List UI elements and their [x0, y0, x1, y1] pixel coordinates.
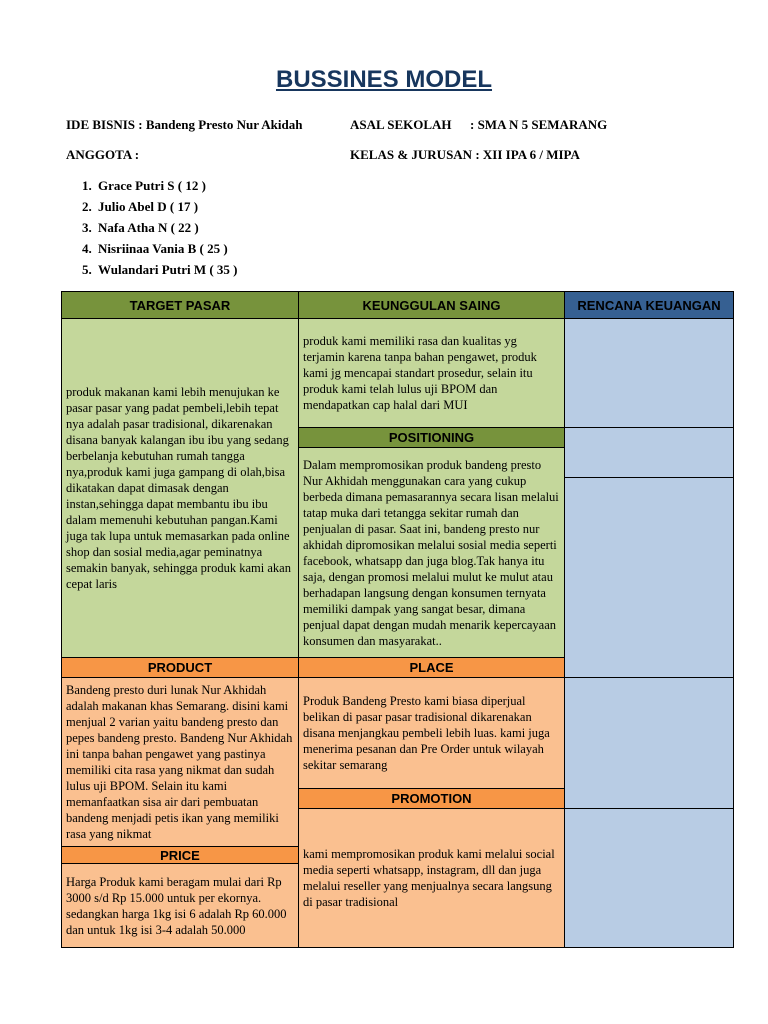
- member-name: Julio Abel D ( 17 ): [98, 199, 199, 214]
- rencana-keuangan-cell: [564, 477, 734, 678]
- rencana-keuangan-heading: RENCANA KEUANGAN: [564, 291, 734, 319]
- product-cell: [61, 677, 299, 847]
- rencana-keuangan-cell: [564, 677, 734, 809]
- place-text: Produk Bandeng Presto kami biasa diperjual belikan di pasar pasar tradisional dikarenakan disana menjangkau pembeli lebih luas. kami juga menerima pesanan dan Pre Order untuk wilayah sekitar semarang: [303, 694, 550, 772]
- promotion-cell: [298, 808, 565, 948]
- page-title: BUSSINES MODEL: [275, 66, 493, 93]
- kelas-jurusan: KELAS & JURUSAN : XII IPA 6 / MIPA: [350, 147, 580, 162]
- list-item: 3. Nafa Atha N ( 22 ): [82, 220, 199, 235]
- price-text: Harga Produk kami beragam mulai dari Rp 3000 s/d Rp 15.000 untuk per ekornya. sedangkan harga 1kg isi 6 adalah Rp 60.000 dan untuk 1kg isi 3-4 adalah 50.000: [66, 874, 287, 937]
- keunggulan-saing-heading: KEUNGGULAN SAING: [298, 291, 565, 319]
- rencana-keuangan-cell: [564, 427, 734, 478]
- anggota-label: ANGGOTA :: [66, 147, 140, 162]
- product-text: Bandeng presto duri lunak Nur Akhidah adalah makanan khas Semarang. disini kami menjual 2 varian yaitu bandeng presto dan pepes bandeng presto. Bandeng Nur Akhidah ini tanpa bahan pengawet yang pastinya memiliki cita rasa yang nikmat dan sudah lulus uji BPOM. Selain itu kami memanfaatkan sisa air dari pembuatan bandeng menjadi petis ikan yang memiliki rasa yang nikmat: [66, 683, 293, 841]
- positioning-text: Dalam mempromosikan produk bandeng presto Nur Akhidah menggunakan cara yang cukup berbeda dimana pemasarannya secara lisan melalui tatap muka dari tetangga sekitar rumah dan penjualan di pasar. Saat ini, bandeng presto nur akhidah dipromosikan melalui sosial media seperti facebook, whatsapp dan juga blog.Tak hanya itu saja, dengan promosi melalui mulut ke mulut atau berhadapan langsung dengan konsumen ternyata memiliki dampak yang sangat besar, dimana penjual dapat dengan mudah menarik kepercayaan konsumen dan masyarakat..: [303, 457, 559, 648]
- target-pasar-text: produk makanan kami lebih menujukan ke pasar pasar yang padat pembeli,lebih tepat nya adalah pasar tradisional, dikarenakan disana banyak kalangan ibu ibu yang sedang berbelanja kebutuhan rumah tangga nya,produk kami juga gampang di olah,bisa dikatakan dapat dimasak dengan instan,sehingga dapat membantu ibu ibu dalam memenuhi kebutuhan pangan.Kami juga tak lupa untuk memasarkan pada online shop dan sosial media,agar peminatnya semakin banyak, sehingga produk kami akan cepat laris: [66, 385, 291, 591]
- target-pasar-heading: TARGET PASAR: [61, 291, 299, 319]
- business-model-table: [61, 291, 734, 948]
- list-item: 2. Julio Abel D ( 17 ): [82, 199, 199, 214]
- positioning-heading: POSITIONING: [298, 427, 565, 448]
- rencana-keuangan-cell: [564, 318, 734, 428]
- member-name: Nisriinaa Vania B ( 25 ): [98, 241, 228, 256]
- keunggulan-saing-cell: [298, 318, 565, 428]
- rencana-keuangan-cell: [564, 808, 734, 948]
- list-item: 5. Wulandari Putri M ( 35 ): [82, 262, 238, 277]
- list-item: 1. Grace Putri S ( 12 ): [82, 178, 206, 193]
- ide-bisnis: IDE BISNIS : Bandeng Presto Nur Akidah: [66, 117, 303, 132]
- asal-sekolah-label: ASAL SEKOLAH: [350, 117, 452, 132]
- positioning-cell: [298, 447, 565, 658]
- list-item: 4. Nisriinaa Vania B ( 25 ): [82, 241, 228, 256]
- price-heading: PRICE: [61, 846, 299, 864]
- member-name: Grace Putri S ( 12 ): [98, 178, 206, 193]
- price-cell: [61, 863, 299, 948]
- place-heading: PLACE: [298, 657, 565, 678]
- target-pasar-cell: [61, 318, 299, 658]
- member-name: Nafa Atha N ( 22 ): [98, 220, 199, 235]
- asal-sekolah-value: : SMA N 5 SEMARANG: [470, 117, 608, 132]
- member-list: [82, 177, 238, 282]
- promotion-text: kami mempromosikan produk kami melalui social media seperti whatsapp, instagram, dll dan juga melalui reseller yang menjualnya secara langsung di pasar tradisional: [303, 847, 555, 909]
- keunggulan-saing-text: produk kami memiliki rasa dan kualitas yg terjamin karena tanpa bahan pengawet, produk kami jg mencapai standart prosedur, selain itu produk kami telah lulus uji BPOM dan mendapatkan cap halal dari MUI: [303, 334, 537, 412]
- member-name: Wulandari Putri M ( 35 ): [98, 262, 238, 277]
- product-heading: PRODUCT: [61, 657, 299, 678]
- place-cell: [298, 677, 565, 789]
- promotion-heading: PROMOTION: [298, 788, 565, 809]
